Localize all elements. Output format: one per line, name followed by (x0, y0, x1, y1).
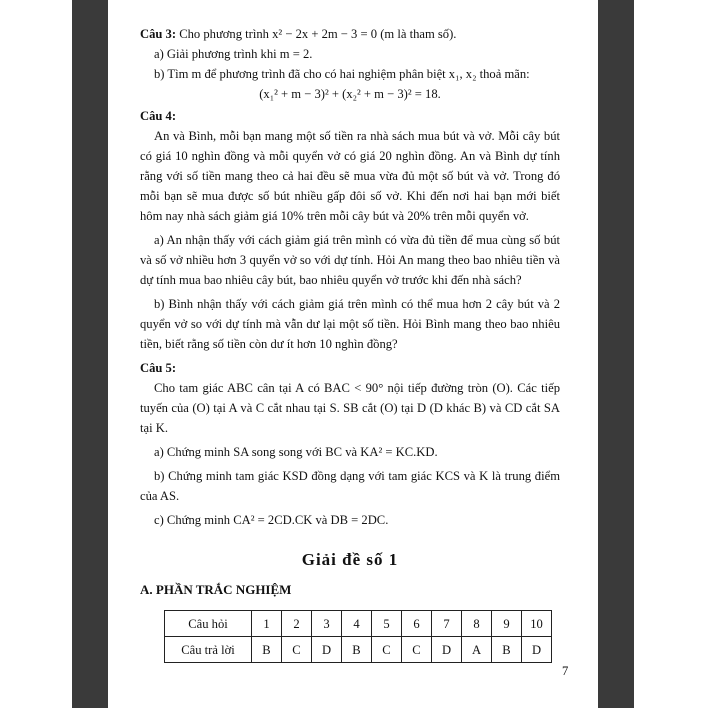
cau5-intro: Cho tam giác ABC cân tại A có BAC < 90° nội tiếp đường tròn (O). Các tiếp tuyến của (O) tại A và C cắt nhau tại S. SB cắt (O) tại D (D khác B) và CD cắt SA tại K. (140, 381, 560, 435)
left-dark-border (72, 0, 108, 708)
answer-cell: B (252, 637, 282, 663)
answer-cell: B (342, 637, 372, 663)
section-a-heading: A. PHẦN TRẮC NGHIỆM (140, 582, 292, 597)
row-label-answers: Câu trả lời (165, 637, 252, 663)
table-row-answers (165, 637, 552, 663)
right-dark-border (598, 0, 634, 708)
cau3-title: Câu 3: (140, 27, 177, 41)
cau5-part-b: b) Chứng minh tam giác KSD đồng dạng với tam giác KCS và K là trung điểm của AS. (140, 469, 560, 503)
cau4-part-a: a) An nhận thấy với cách giảm giá trên mình có vừa đủ tiền để mua cùng số bút và số vở nhiều hơn 3 quyển vở so với dự tính. Hỏi An mang theo bao nhiêu tiền và dự tính mua bao nhiêu cây bút, bao nhiêu quyển vở trước khi đến nhà sách? (140, 233, 560, 287)
cau4-part-b: b) Bình nhận thấy với cách giảm giá trên mình có thể mua hơn 2 cây bút và 2 quyển vở so với dự tính mà vẫn dư lại một số tiền. Hỏi Bình mang theo bao nhiêu tiền, biết rằng số tiền còn dư ít hơn 10 nghìn đồng? (140, 297, 560, 351)
answer-cell: C (402, 637, 432, 663)
cau5-part-c: c) Chứng minh CA² = 2CD.CK và DB = 2DC. (154, 513, 389, 527)
answer-cell: D (312, 637, 342, 663)
cau3-line (140, 24, 560, 44)
answer-table (164, 610, 552, 663)
cau3-intro: Cho phương trình x² − 2x + 2m − 3 = 0 (m là tham số). (179, 27, 457, 41)
solution-title: Giải đề số 1 (301, 550, 399, 569)
question-cell: 10 (522, 611, 552, 637)
question-cell: 3 (312, 611, 342, 637)
question-cell: 4 (342, 611, 372, 637)
question-cell: 8 (462, 611, 492, 637)
question-cell: 2 (282, 611, 312, 637)
question-cell: 5 (372, 611, 402, 637)
answer-cell: D (432, 637, 462, 663)
cau3-formula: (x₁² + m − 3)² + (x₂² + m − 3)² = 18. (259, 87, 441, 101)
question-cell: 6 (402, 611, 432, 637)
answer-cell: C (372, 637, 402, 663)
row-label-questions: Câu hỏi (165, 611, 252, 637)
cau4-title: Câu 4: (140, 109, 177, 123)
cau4-intro: An và Bình, mỗi bạn mang một số tiền ra nhà sách mua bút và vở. Mỗi cây bút có giá 10 nghìn đồng và mỗi quyển vở có giá 20 nghìn đồng. An và Bình dự tính rằng với số tiền mang theo cả hai đều sẽ mua vừa đủ một số bút và vở. Trong đó mỗi bạn sẽ mua được số bút nhiều gấp đôi số vở. Khi đến nơi hai bạn mới biết hôm nay nhà sách giảm giá 10% trên mỗi cây bút và 20% trên mỗi quyển vở. (140, 129, 560, 223)
table-row-questions (165, 611, 552, 637)
question-cell: 1 (252, 611, 282, 637)
page-number: 7 (562, 664, 569, 678)
question-cell: 7 (432, 611, 462, 637)
cau5-part-a: a) Chứng minh SA song song với BC và KA² = KC.KD. (154, 445, 438, 459)
answer-cell: D (522, 637, 552, 663)
answer-cell: B (492, 637, 522, 663)
page-content (140, 24, 560, 663)
answer-cell: A (462, 637, 492, 663)
answer-cell: C (282, 637, 312, 663)
document-page (108, 0, 598, 708)
cau5-title: Câu 5: (140, 361, 177, 375)
question-cell: 9 (492, 611, 522, 637)
cau3-part-a: a) Giải phương trình khi m = 2. (154, 47, 313, 61)
cau3-part-b: b) Tìm m để phương trình đã cho có hai nghiệm phân biệt x₁, x₂ thoả mãn: (154, 67, 530, 81)
